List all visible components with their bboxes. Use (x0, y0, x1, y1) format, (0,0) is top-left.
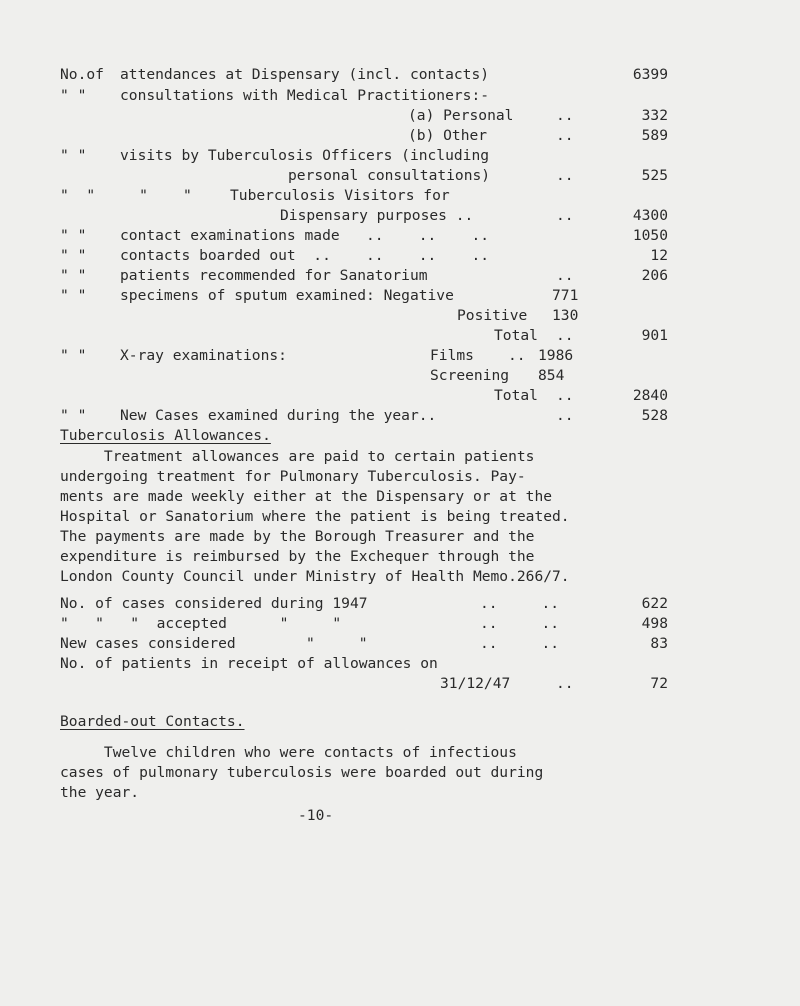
paragraph-line: cases of pulmonary tuberculosis were boarded out during (60, 764, 544, 781)
stat-label: Tuberculosis Visitors for (230, 187, 450, 204)
leader-dots: .. (556, 127, 574, 144)
stat-sub-value: 771 (552, 287, 579, 304)
stat-value: 83 (650, 635, 668, 652)
section-heading: Tuberculosis Allowances. (60, 427, 271, 444)
ditto-mark: " " " " (60, 187, 192, 204)
leader-dots: .. .. (480, 595, 560, 612)
stat-label: contacts boarded out .. .. .. .. (120, 247, 490, 264)
stat-label: visits by Tuberculosis Officers (including (120, 147, 490, 164)
stat-label: No. of cases considered during 1947 (60, 595, 368, 612)
paragraph-line: Twelve children who were contacts of infectious (60, 744, 517, 761)
ditto-mark: " " (60, 147, 87, 164)
stat-sub-value: 130 (552, 307, 579, 324)
leader-dots: .. (556, 675, 574, 692)
stat-consultations (60, 86, 760, 106)
stat-label: Positive (457, 307, 528, 324)
stat-visitors-cont (60, 206, 760, 226)
ditto-mark: " " (60, 407, 87, 424)
stat-label: Dispensary purposes .. (280, 207, 474, 224)
ditto-mark: " " (60, 347, 87, 364)
paragraph-line: Hospital or Sanatorium where the patient is being treated. (60, 508, 570, 525)
stat-value: 2840 (632, 387, 668, 404)
stat-value: 528 (641, 407, 668, 424)
paragraph-line: ments are made weekly either at the Dispensary or at the (60, 488, 553, 505)
leader-dots: .. (556, 167, 574, 184)
stat-sub-label: Films (430, 347, 474, 364)
stat-sputum-total (60, 326, 760, 346)
allowance-considered (60, 594, 760, 614)
stat-visits-officers (60, 146, 760, 166)
allowances-section (60, 426, 760, 446)
stat-sputum (60, 286, 760, 306)
leader-dots: .. (556, 387, 574, 404)
paragraph-line: The payments are made by the Borough Treasurer and the (60, 528, 535, 545)
stat-label: 31/12/47 (440, 675, 511, 692)
stat-label: No. of patients in receipt of allowances on (60, 655, 438, 672)
stat-value: 498 (641, 615, 668, 632)
ditto-mark: " " (60, 247, 87, 264)
allowance-new-considered (60, 634, 760, 654)
paragraph-line: undergoing treatment for Pulmonary Tuberculosis. Pay- (60, 468, 526, 485)
stat-xray-screening (60, 366, 760, 386)
stat-attendances (60, 65, 760, 85)
leader-dots: .. (556, 327, 574, 344)
stat-value: 525 (641, 167, 668, 184)
stat-visits-officers-cont (60, 166, 760, 186)
stat-value: 206 (641, 267, 668, 284)
stat-value: 6399 (632, 66, 668, 83)
stat-label: New Cases examined during the year.. (120, 407, 437, 424)
ditto-mark: " " (60, 227, 87, 244)
stat-other (60, 126, 760, 146)
leader-dots: .. (556, 407, 574, 424)
stat-value: 4300 (632, 207, 668, 224)
leader-dots: .. (508, 347, 526, 364)
stat-xray (60, 346, 760, 366)
stat-label: X-ray examinations: (120, 347, 287, 364)
stat-contact-exams (60, 226, 760, 246)
stat-value: 12 (650, 247, 668, 264)
stat-boarded (60, 246, 760, 266)
allowance-receipt (60, 654, 760, 674)
page-number-line (60, 806, 760, 826)
stat-sub-value: 854 (538, 367, 565, 384)
section-heading: Boarded-out Contacts. (60, 713, 245, 730)
stat-label: contact examinations made .. .. .. (120, 227, 490, 244)
page-number: -10- (298, 807, 334, 824)
leader-dots: .. (556, 267, 574, 284)
stat-value: 72 (650, 675, 668, 692)
leader-dots: .. (556, 107, 574, 124)
stat-value: 901 (641, 327, 668, 344)
stat-label: consultations with Medical Practitioners:- (120, 87, 490, 104)
stat-xray-total (60, 386, 760, 406)
allowance-receipt-cont (60, 674, 760, 694)
stat-label: attendances at Dispensary (incl. contacts) (120, 66, 490, 83)
boarded-out-section (60, 712, 760, 732)
ditto-mark: " " (60, 287, 87, 304)
paragraph-line: expenditure is reimbursed by the Exchequer through the (60, 548, 535, 565)
ditto-mark: " " (60, 87, 87, 104)
stat-label: Total (494, 387, 538, 404)
stat-personal (60, 106, 760, 126)
stat-new-cases (60, 406, 760, 426)
leader-dots: .. .. (480, 615, 560, 632)
stat-label: specimens of sputum examined: Negative (120, 287, 454, 304)
stat-label: Total (494, 327, 538, 344)
stat-label: personal consultations) (288, 167, 491, 184)
stat-value: 622 (641, 595, 668, 612)
stat-label: " " " accepted " " (60, 615, 342, 632)
stat-label: Screening (430, 367, 510, 384)
stat-label: (a) Personal (408, 107, 514, 124)
stat-label: (b) Other (408, 127, 488, 144)
ditto-mark: " " (60, 267, 87, 284)
stat-value: 589 (641, 127, 668, 144)
stat-sputum-positive (60, 306, 760, 326)
stat-value: 332 (641, 107, 668, 124)
paragraph-line: London County Council under Ministry of Health Memo.266/7. (60, 568, 570, 585)
paragraph-line: the year. (60, 784, 140, 801)
stat-sanatorium (60, 266, 760, 286)
leader-dots: .. (556, 207, 574, 224)
stat-value: 1050 (632, 227, 668, 244)
ditto-mark: No.of (60, 66, 104, 83)
paragraph-line: Treatment allowances are paid to certain patients (60, 448, 535, 465)
stat-label: New cases considered " " (60, 635, 368, 652)
leader-dots: .. .. (480, 635, 560, 652)
stat-visitors (60, 186, 760, 206)
stat-label: patients recommended for Sanatorium (120, 267, 428, 284)
allowance-accepted (60, 614, 760, 634)
stat-sub-value: 1986 (538, 347, 574, 364)
